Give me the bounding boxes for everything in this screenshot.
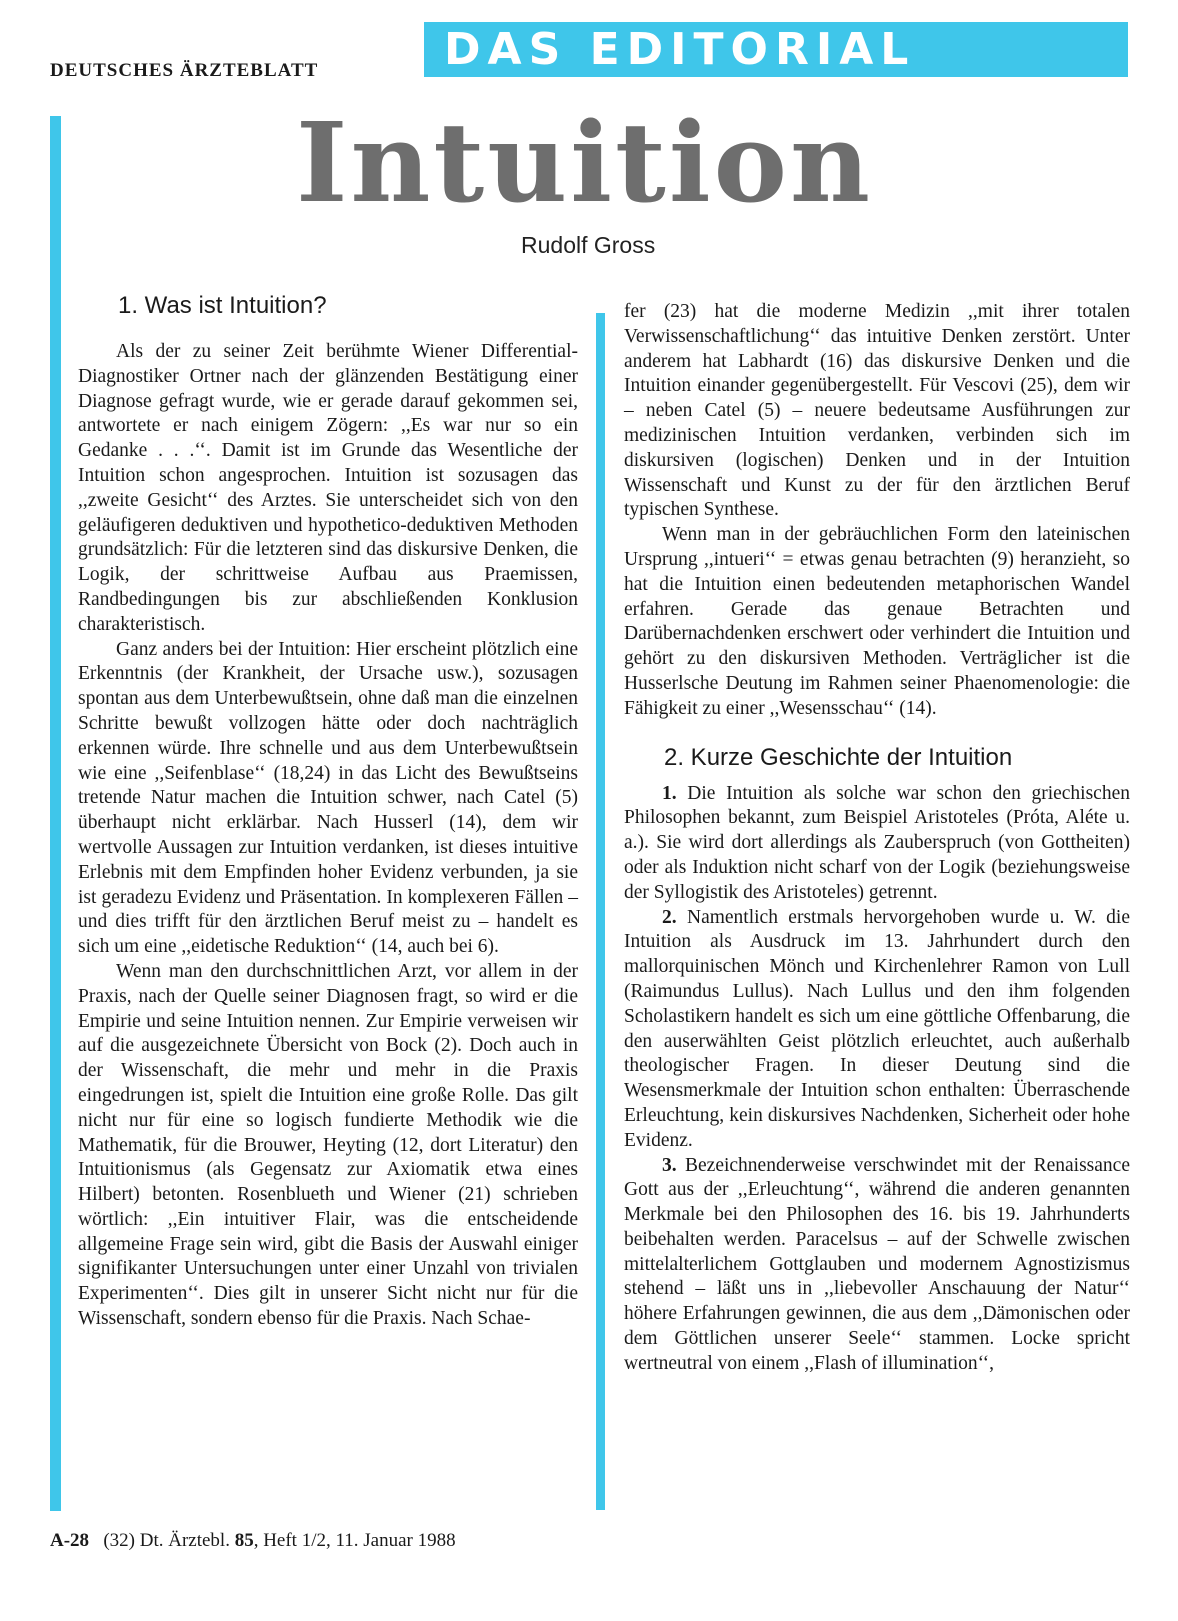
paragraph-text: Bezeichnenderweise verschwindet mit der Renaissance Gott aus der ,,Erleuchtung‘‘, während die anderen genannten Merkmale bei den Philosophen des 16. bis 19. Jahrhunderts beibehalten werden. Paracelsus – auf der Schwelle zwischen mittelalterlichem Gottglauben und modernem Agnostizismus stehend – läßt uns in ,,liebevoller Anschauung der Natur‘‘ höhere Erfahrungen gewinnen, die aus dem ,,Dämonischen oder dem Göttlichen unserer Seele‘‘ stammen. Locke spricht wertneutral von einem ,,Flash of illumination‘‘,	[624, 1154, 1130, 1374]
paragraph-number: 2.	[662, 906, 677, 928]
paragraph: Wenn man den durchschnittlichen Arzt, vor allem in der Praxis, nach der Quelle seiner Diagnosen fragt, so wird er die Empirie und seine Intuition nennen. Zur Empirie verweisen wir auf die ausgezeichnete Übersicht von Bock (2). Doch auch in der Wissenschaft, die mehr und mehr in die Praxis eingedrungen ist, spielt die Intuition eine große Rolle. Das gilt nicht nur für eine so logisch fundierte Methodik wie die Mathematik, für die Brouwer, Heyting (12, dort Literatur) den Intuitionismus (als Gegensatz zur Axiomatik etwa eines Hilbert) betonten. Rosenblueth und Wiener (21) schrieben wörtlich: ,,Ein intuitiver Flair, was die entscheidende allgemeine Frage sein wird, gibt die Basis der Auswahl einiger signifikanter Untersuchungen unter einer Unzahl von trivialen Experimenten‘‘. Dies gilt in unserer Sicht nicht nur für die Wissenschaft, sondern ebenso für die Praxis. Nach Schae-	[78, 960, 578, 1330]
masthead: DEUTSCHES ÄRZTEBLATT	[50, 60, 319, 81]
volume-number: 85	[234, 1530, 254, 1551]
journal-ref: (32) Dt. Ärztebl.	[103, 1530, 230, 1551]
paragraph-text: Die Intuition als solche war schon den griechischen Philosophen bekannt, zum Beispiel Aristoteles (Próta, Aléte u. a.). Sie wird dort allerdings als Zauberspruch (von Gottheiten) oder als Induktion nicht scharf von der Logik (beziehungsweise der Syllogistik des Aristoteles) getrennt.	[624, 782, 1130, 903]
article-author: Rudolf Gross	[521, 232, 656, 258]
issue-info: , Heft 1/2, 11. Januar 1988	[253, 1530, 456, 1551]
editorial-banner: DAS EDITORIAL	[424, 22, 1128, 77]
article-title: Intuition	[296, 98, 873, 227]
left-column	[78, 292, 578, 1332]
paragraph: Als der zu seiner Zeit berühmte Wiener Differential-Diagnostiker Ortner nach der glänzenden Bestätigung einer Diagnose gefragt wurde, wie er gerade darauf gekommen sei, antwortete er nach einigem Zögern: ,,Es war nur so ein Gedanke . . .‘‘. Damit ist im Grunde das Wesentliche der Intuition schon angesprochen. Intuition ist sozusagen das ,,zweite Gesicht‘‘ des Arztes. Sie unterscheidet sich von den geläufigeren deduktiven und hypothetico-deduktiven Methoden grundsätzlich: Für die letzteren sind das diskursive Denken, die Logik, der schrittweise Aufbau aus Praemissen, Randbedingungen bis zur abschließenden Konklusion charakteristisch.	[78, 341, 578, 635]
paragraph: fer (23) hat die moderne Medizin ,,mit ihrer totalen Verwissenschaftlichung‘‘ das intuitive Denken zerstört. Unter anderem hat Labhardt (16) das diskursive Denken und die Intuition einander gegenübergestellt. Für Vescovi (25), dem wir – neben Catel (5) – neuere bedeutsame Ausführungen zur medizinischen Intuition verdanken, verbinden sich im diskursiven (logischen) Denken und in der Intuition Wissenschaft und Kunst zu der für den ärztlichen Beruf typischen Synthese.	[624, 301, 1130, 521]
paragraph: Wenn man in der gebräuchlichen Form den lateinischen Ursprung ,,intueri‘‘ = etwas genau betrachten (9) heranzieht, so hat die Intuition einen bedeutenden metaphorischen Wandel erfahren. Gerade das genaue Betrachten und Darübernachdenken erschwert oder verhindert die Intuition und gehört zu den diskursiven Methoden. Verträglicher ist die Husserlsche Deutung im Rahmen seiner Phaenomenologie: die Fähigkeit zu einer ,,Wesensschau‘‘ (14).	[624, 524, 1130, 719]
section-1-heading: 1. Was ist Intuition?	[118, 292, 327, 319]
right-column	[624, 300, 1130, 1377]
paragraph-number: 1.	[662, 782, 677, 804]
left-accent-bar	[50, 116, 61, 1511]
paragraph-text: Namentlich erstmals hervorgehoben wurde u. W. die Intuition als Ausdruck im 13. Jahrhundert durch den mallorquinischen Mönch und Kirchenlehrer Ramon von Lull (Raimundus Lullus). Nach Lullus und den ihm folgenden Scholastikern handelt es sich um eine göttliche Offenbarung, die den auserwählten Geist plötzlich erleuchtet, auch außerhalb theologischer Fragen. In dieser Deutung sind die Wesensmerkmale der Intuition schon enthalten: Überraschende Erleuchtung, kein diskursives Nachdenken, Sicherheit oder hohe Evidenz.	[624, 906, 1130, 1151]
section-2-heading: 2. Kurze Geschichte der Intuition	[664, 743, 1013, 771]
paragraph-number: 3.	[662, 1154, 677, 1176]
numbered-paragraph	[624, 1154, 1130, 1377]
numbered-paragraph	[624, 906, 1130, 1154]
page-number: A-28	[50, 1530, 90, 1551]
paragraph: Ganz anders bei der Intuition: Hier erscheint plötzlich eine Erkenntnis (der Krankheit, der Ursache usw.), sozusagen spontan aus dem Unterbewußtsein, ohne daß man die einzelnen Schritte bewußt vollzogen hätte oder doch nachträglich erkennen würde. Ihre schnelle und aus dem Unterbewußtsein wie eine ,,Seifenblase‘‘ (18,24) in das Licht des Bewußtseins tretende Natur machen die Intuition schwer, nach Catel (5) überhaupt nicht erklärbar. Nach Husserl (14), dem wir wertvolle Aussagen zur Intuition verdanken, ist dieses intuitive Erlebnis mit dem Empfinden hoher Evidenz verbunden, ja sie ist geradezu Evidenz und Präsentation. In komplexeren Fällen – und dies trifft für den ärztlichen Beruf meist zu – handelt es sich um eine ,,eidetische Reduktion‘‘ (14, auch bei 6).	[78, 638, 578, 958]
page-footer	[50, 1530, 456, 1552]
right-accent-bar	[596, 313, 605, 1510]
numbered-paragraph	[624, 782, 1130, 906]
